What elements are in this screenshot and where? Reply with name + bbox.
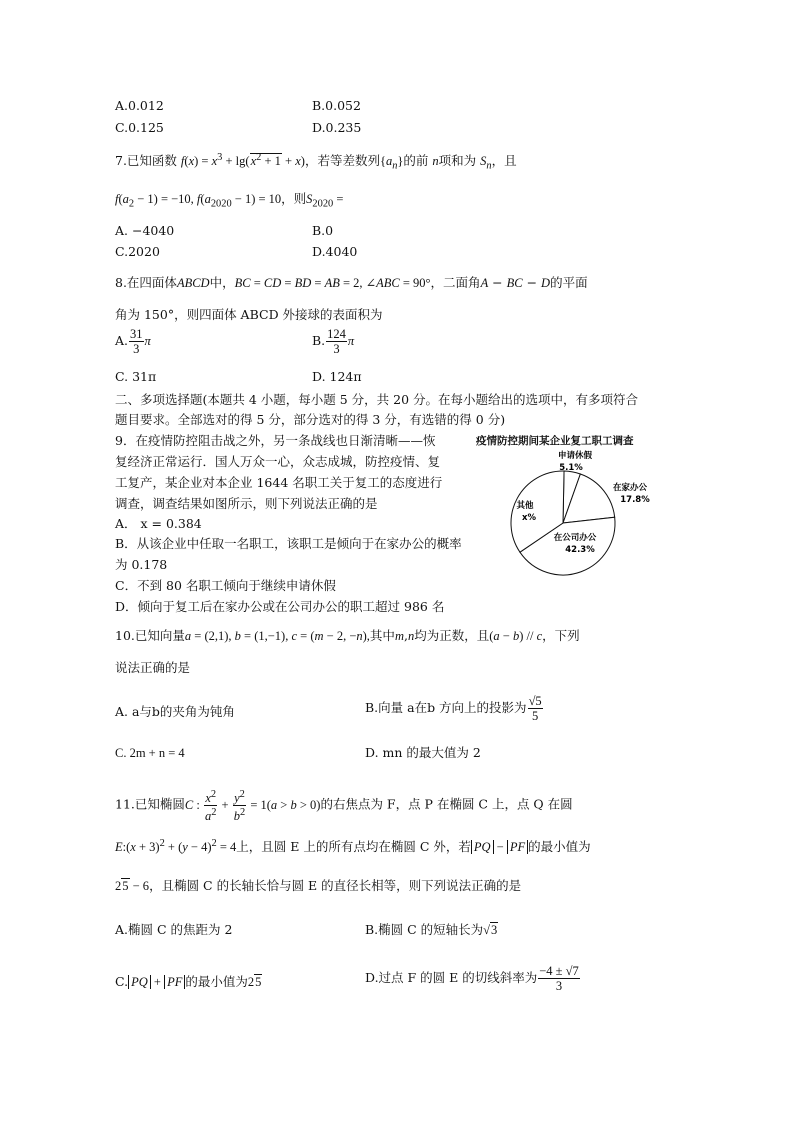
slice-label: 在公司办公 bbox=[553, 533, 597, 543]
q6-option-a: A.0.012 bbox=[115, 98, 164, 113]
q11-option-a: A.椭圆 C 的焦距为 2 bbox=[115, 922, 233, 937]
q9-stem-line2: 复经济正常运行．国人万众一心，众志成城，防控疫情、复 bbox=[115, 454, 441, 469]
q11-stem-line1: 11.已知椭圆C : $\frac{x^2}{a^2}$ + $\frac{y^2}{b^2}$ = 1(a > b > 0)的右焦点为 F，点 P 在椭圆 C 上，点 Q 在圆 bbox=[115, 789, 573, 824]
slice-value-label: 42.3% bbox=[565, 545, 595, 555]
q8-option-c: C. 31π bbox=[115, 369, 157, 384]
q7-stem-line2: $f(a_2 - 1) = -10$, $f(a_{2020} - 1) = 10$，则$S_{2020}$ = bbox=[115, 192, 344, 210]
q6-option-b: B.0.052 bbox=[312, 98, 361, 113]
q9-option-a: A． x = 0.384 bbox=[115, 516, 202, 531]
q6-option-c: C.0.125 bbox=[115, 120, 164, 135]
pie-chart bbox=[505, 448, 685, 588]
section2-header-line2: 题目要求。全部选对的得 5 分，部分选对的得 3 分，有选错的得 0 分) bbox=[115, 412, 506, 427]
slice-value-label: 17.8% bbox=[620, 495, 650, 505]
q10-option-d: D. mn 的最大值为 2 bbox=[365, 745, 481, 760]
q6-option-d: D.0.235 bbox=[312, 120, 362, 135]
q8-option-a: A. $\frac{31}{3}$ π bbox=[115, 327, 151, 356]
q11-option-d: D.过点 F 的圆 E 的切线斜率为 $\frac{-4 \pm √7}{3}$ bbox=[365, 964, 579, 993]
q11-option-c: C. PQ + PF 的最小值为25 bbox=[115, 974, 262, 989]
q9-option-c: C．不到 80 名职工倾向于继续申请休假 bbox=[115, 578, 336, 593]
q10-stem-line1: 10.已知向量a = (2,1), b = (1,−1), c = (m − 2, −n),其中m,n均为正数，且(a − b) // c，下列 bbox=[115, 628, 580, 643]
q10-option-c: C. 2m + n = 4 bbox=[115, 746, 185, 760]
q11-stem-line2: E:(x + $3)^2 + (y - 4)^2 = 4$上，且圆 E 上的所有点均在椭圆 C 外，若 PQ − PF 的最小值为 bbox=[115, 838, 591, 855]
q10-option-b: B.向量 a在b 方向上的投影为 $\frac{√5}{5}$ bbox=[365, 694, 542, 723]
q9-stem-line1: 9．在疫情防控阻击战之外，另一条战线也日渐清晰——恢 bbox=[115, 433, 436, 448]
q9-option-b-line2: 为 0.178 bbox=[115, 557, 168, 572]
slice-label: 在家办公 bbox=[612, 483, 648, 493]
q9-option-b-line1: B．从该企业中任取一名职工，该职工是倾向于在家办公的概率 bbox=[115, 536, 462, 551]
q9-option-d: D．倾向于复工后在家办公或在公司办公的职工超过 986 名 bbox=[115, 599, 445, 614]
q10-option-a: A. a与b的夹角为钝角 bbox=[115, 704, 235, 719]
q8-option-b: B. $\frac{124}{3}$ π bbox=[312, 327, 355, 356]
q7-option-d: D.4040 bbox=[312, 244, 358, 259]
q8-stem-line1: 8.在四面体ABCD中，BC = CD = BD = AB = 2, ∠ABC = 90°，二面角A − BC − D的平面 bbox=[115, 275, 588, 290]
slice-value-label: x% bbox=[522, 513, 536, 523]
q8-stem-line2: 角为 150°，则四面体 ABCD 外接球的表面积为 bbox=[115, 307, 383, 322]
chart-title: 疫情防控期间某企业复工职工调查 bbox=[476, 435, 634, 447]
q7-option-c: C.2020 bbox=[115, 244, 160, 259]
q7-stem-line1: 7.已知函数 $f(x) = x^3 + \lg(x^2 + 1 + x)$，若等差数列$\{a_n\}$的前 n项和为 $S_n$，且 bbox=[115, 152, 517, 172]
slice-label: 申请休假 bbox=[557, 451, 593, 461]
q7-option-a: A. −4040 bbox=[115, 223, 175, 238]
slice-value-label: 5.1% bbox=[559, 463, 583, 473]
q9-stem-line4: 调查，调查结果如图所示，则下列说法正确的是 bbox=[115, 496, 378, 511]
q7-option-b: B.0 bbox=[312, 223, 334, 238]
q8-option-d: D. 124π bbox=[312, 369, 362, 384]
q9-stem-line3: 工复产，某企业对本企业 1644 名职工关于复工的态度进行 bbox=[115, 475, 443, 490]
q11-option-b: B.椭圆 C 的短轴长为√3 bbox=[365, 922, 498, 937]
section2-header-line1: 二、多项选择题(本题共 4 小题，每小题 5 分，共 20 分。在每小题给出的选项中，有多项符合 bbox=[115, 392, 639, 407]
q10-stem-line2: 说法正确的是 bbox=[115, 660, 191, 675]
slice-label: 其他 bbox=[516, 501, 534, 511]
q11-stem-line3: 25 − 6，且椭圆 C 的长轴长恰与圆 E 的直径长相等，则下列说法正确的是 bbox=[115, 878, 522, 893]
